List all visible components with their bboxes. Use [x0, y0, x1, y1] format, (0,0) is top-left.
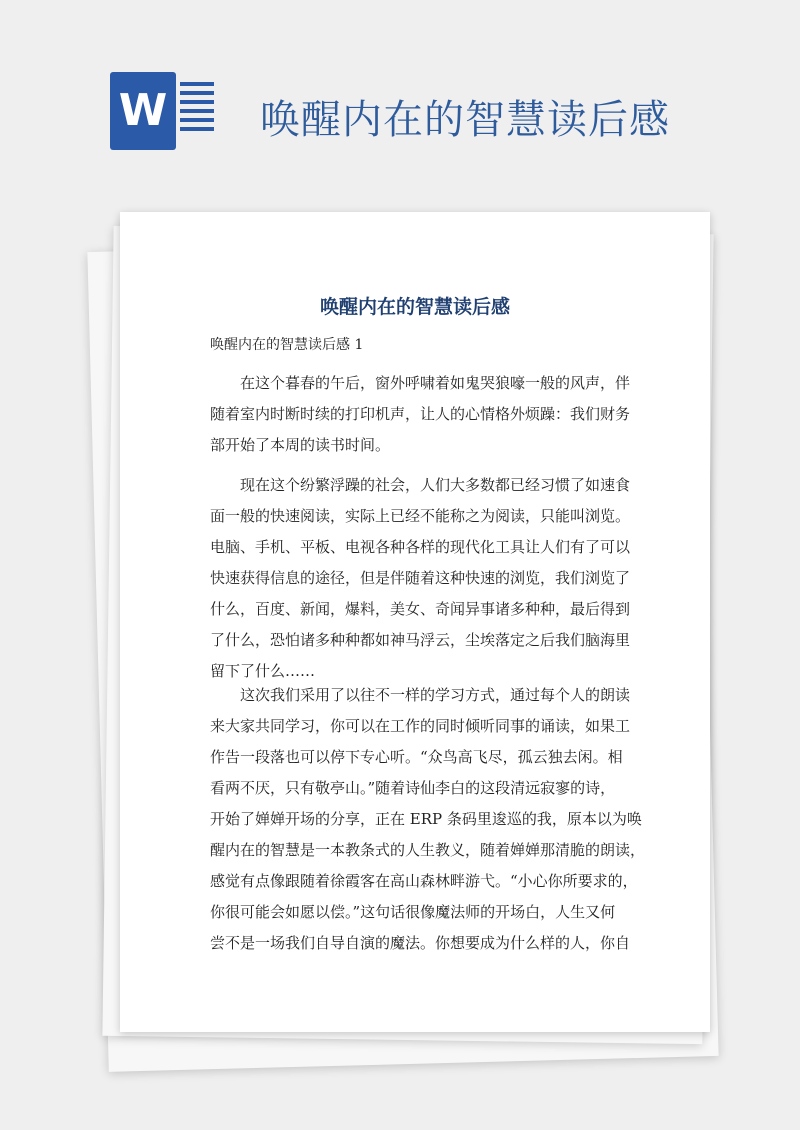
- paragraph-line: 什么，百度、新闻，爆料，美女、奇闻异事诸多种种，最后得到: [210, 600, 631, 618]
- paragraph-line: 部开始了本周的读书时间。: [210, 436, 391, 454]
- paragraph-line: 醒内在的智慧是一本教条式的人生教义，随着婵婵那清脆的朗读，: [210, 841, 646, 859]
- document-title: 唤醒内在的智慧读后感: [319, 296, 510, 318]
- paragraph-2: [210, 470, 630, 687]
- header-banner: [0, 0, 800, 200]
- paragraph-line: 随着室内时断时续的打印机声，让人的心情格外烦躁：我们财务: [210, 405, 631, 423]
- paragraph-line: 在这个暮春的午后，窗外呼啸着如鬼哭狼嚎一般的风声，伴: [240, 374, 631, 392]
- paragraph-line: 面一般的快速阅读，实际上已经不能称之为阅读，只能叫浏览。: [210, 507, 631, 525]
- paragraph-line: 你很可能会如愿以偿。”这句话很像魔法师的开场白，人生又何: [210, 903, 616, 921]
- paragraph-line: 现在这个纷繁浮躁的社会，人们大多数都已经习惯了如速食: [240, 476, 631, 494]
- paragraph-line: 快速获得信息的途径，但是伴随着这种快速的浏览，我们浏览了: [210, 569, 631, 587]
- word-lines-graphic: [180, 82, 214, 136]
- paragraph-3: [210, 680, 646, 959]
- paragraph-line: 感觉有点像跟随着徐霞客在高山森林畔游弋。“小心你所要求的，: [210, 872, 638, 890]
- paragraph-line: 这次我们采用了以往不一样的学习方式，通过每个人的朗读: [240, 686, 631, 704]
- document-subheading: 唤醒内在的智慧读后感 1: [210, 337, 364, 353]
- document-page: [120, 212, 710, 1032]
- paragraph-line: 留下了什么……: [210, 662, 316, 680]
- paragraph-line: 作告一段落也可以停下专心听。“众鸟高飞尽，孤云独去闲。相: [210, 748, 623, 766]
- paragraph-line: 了什么，恐怕诸多种种都如神马浮云，尘埃落定之后我们脑海里: [210, 631, 631, 649]
- paragraph-line: 尝不是一场我们自导自演的魔法。你想要成为什么样的人，你自: [210, 934, 631, 952]
- paragraph-line: 来大家共同学习，你可以在工作的同时倾听同事的诵读，如果工: [210, 717, 631, 735]
- word-document-icon: [110, 72, 216, 150]
- word-letter: W: [110, 72, 176, 150]
- paragraph-line: 电脑、手机、平板、电视各种各样的现代化工具让人们有了可以: [210, 538, 631, 556]
- paragraph-1: [210, 368, 630, 461]
- paragraph-line: 看两不厌，只有敬亭山。”随着诗仙李白的这段清远寂寥的诗，: [210, 779, 616, 797]
- header-title: 唤醒内在的智慧读后感: [260, 97, 670, 143]
- paragraph-line: 开始了婵婵开场的分享，正在 ERP 条码里逡巡的我，原本以为唤: [210, 810, 642, 828]
